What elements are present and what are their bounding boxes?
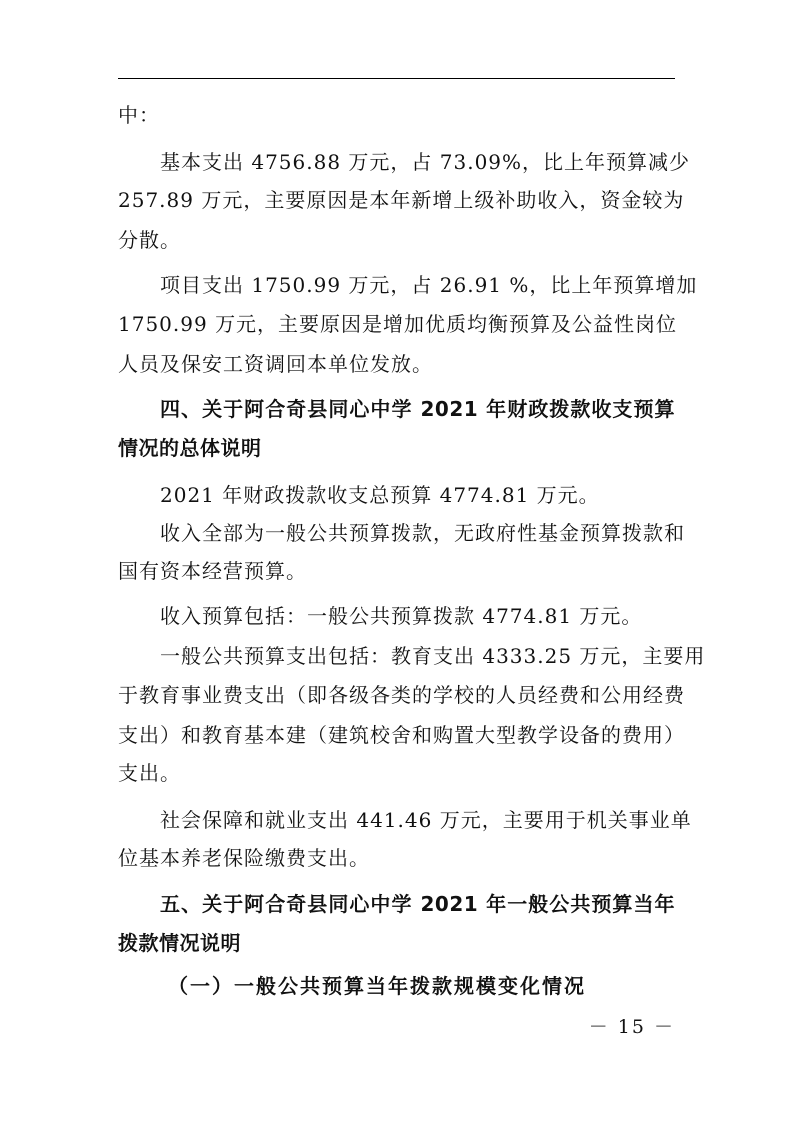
section-heading: 五、关于阿合奇县同心中学 2021 年一般公共预算当年 xyxy=(160,892,675,916)
text-line: 收入全部为一般公共预算拨款，无政府性基金预算拨款和 xyxy=(160,521,685,545)
text-line: 基本支出 4756.88 万元，占 73.09%，比上年预算减少 xyxy=(160,150,691,174)
text-line: 支出。 xyxy=(118,761,181,785)
text-line: 257.89 万元，主要原因是本年新增上级补助收入，资金较为 xyxy=(118,188,685,212)
text-line: 收入预算包括：一般公共预算拨款 4774.81 万元。 xyxy=(160,604,643,628)
text-line: 2021 年财政拨款收支总预算 4774.81 万元。 xyxy=(160,483,600,507)
section-heading: 拨款情况说明 xyxy=(118,931,241,955)
section-heading: 四、关于阿合奇县同心中学 2021 年财政拨款收支预算 xyxy=(160,397,675,421)
text-line: 中： xyxy=(118,103,160,127)
text-line: 位基本养老保险缴费支出。 xyxy=(118,846,370,870)
text-line: 人员及保安工资调回本单位发放。 xyxy=(118,352,433,376)
text-line: 社会保障和就业支出 441.46 万元，主要用于机关事业单 xyxy=(160,808,692,832)
text-line: 于教育事业费支出（即各级各类的学校的人员经费和公用经费 xyxy=(118,683,685,707)
section-heading: 情况的总体说明 xyxy=(118,436,262,460)
page-number: － 15 － xyxy=(588,1016,675,1038)
text-line: 支出）和教育基本建（建筑校舍和购置大型教学设备的费用） xyxy=(118,723,685,747)
text-line: 国有资本经营预算。 xyxy=(118,559,307,583)
text-line: 1750.99 万元，主要原因是增加优质均衡预算及公益性岗位 xyxy=(118,312,678,336)
text-line: 项目支出 1750.99 万元，占 26.91 %，比上年预算增加 xyxy=(160,273,698,297)
text-line: 分散。 xyxy=(118,228,181,252)
header-rule xyxy=(118,78,675,79)
text-line: 一般公共预算支出包括：教育支出 4333.25 万元，主要用 xyxy=(160,644,706,668)
subsection-heading: （一）一般公共预算当年拨款规模变化情况 xyxy=(168,974,586,998)
